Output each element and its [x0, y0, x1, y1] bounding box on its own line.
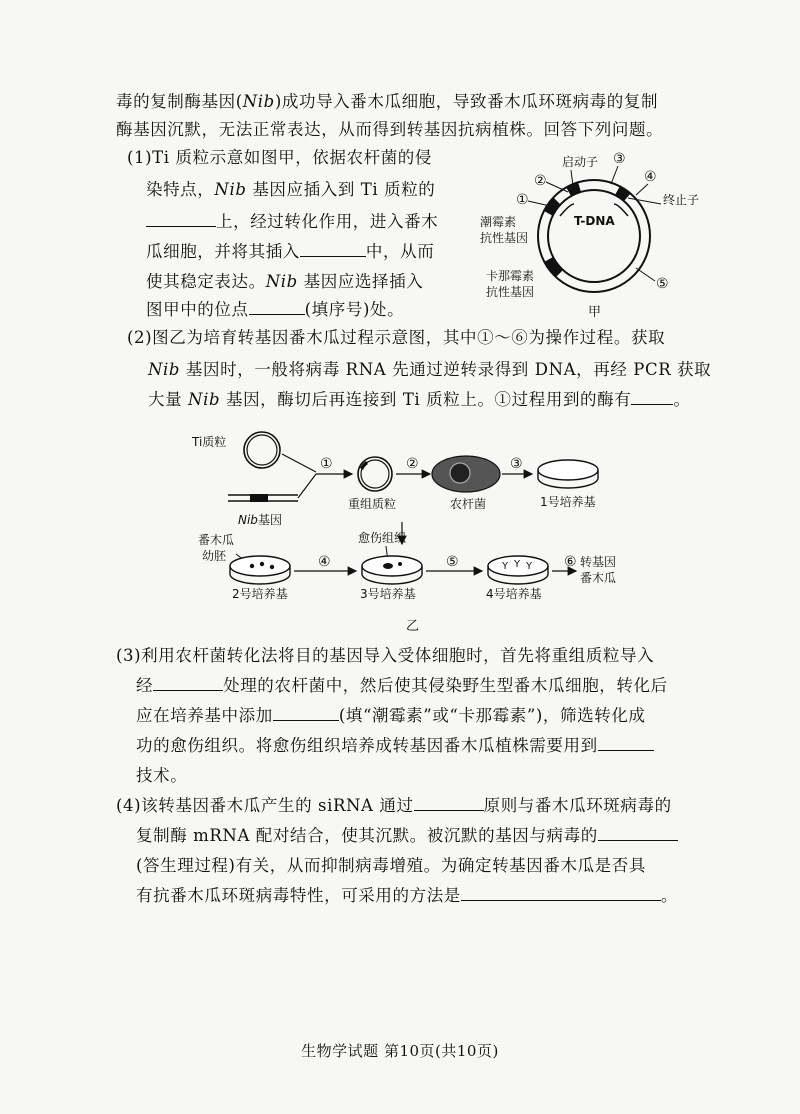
figure-yi-caption: 乙 [406, 619, 420, 634]
q1-line-4: 瓜细胞，并将其插入 中，从而 [146, 242, 435, 261]
figure-jia-caption: 甲 [588, 305, 602, 320]
q1-line-3: 上，经过转化作用，进入番木 [146, 212, 438, 232]
q3-line-2: 经 处理的农杆菌中，然后使其侵染野生型番木瓜细胞，转化后 [136, 676, 668, 695]
medium-1-label: 1号培养基 [540, 495, 596, 509]
q4-line-4: 有抗番木瓜环斑病毒特性，可采用的方法是 。 [136, 886, 679, 905]
q4-line-2: 复制酶 mRNA 配对结合，使其沉默。被沉默的基因与病毒的 [136, 826, 678, 846]
q1-line-5: 使其稳定表达。Nib 基因应选择插入 [146, 272, 424, 291]
answer-blank-5[interactable] [153, 676, 223, 691]
step-5-label: ⑤ [446, 554, 459, 570]
answer-blank-1[interactable] [146, 212, 216, 227]
q3-line-4: 功的愈伤组织。将愈伤组织培养成转基因番木瓜植株需要用到 [136, 736, 654, 756]
hygromycin-label-2: 抗性基因 [480, 231, 529, 245]
svg-text:Y: Y [514, 559, 521, 570]
ti-plasmid [244, 432, 280, 468]
medium-4-label: 4号培养基 [486, 587, 542, 601]
medium-2-dish [230, 556, 290, 576]
promoter-segment [566, 182, 581, 196]
site-3-label: ③ [613, 151, 626, 167]
nib-gene-label: Nib基因 [238, 513, 282, 527]
callus-label: 愈伤组织 [358, 531, 407, 545]
site-4-label: ④ [644, 169, 657, 185]
medium-2-label: 2号培养基 [232, 587, 288, 601]
papaya-label-2: 幼胚 [202, 549, 227, 563]
answer-blank-4[interactable] [631, 390, 673, 405]
figure-yi-process [180, 426, 640, 636]
terminator-segment [615, 186, 631, 201]
hygromycin-segment [544, 198, 561, 216]
figure-jia-ti-plasmid [468, 146, 728, 322]
q1-line-1: (1)Ti 质粒示意如图甲，依据农杆菌的侵 [127, 148, 432, 167]
page-footer: 生物学试题 第10页(共10页) [301, 1042, 499, 1060]
q4-line-3: (答生理过程)有关，从而抑制病毒增殖。为确定转基因番木瓜是否具 [136, 856, 646, 875]
q3-line-1: (3)利用农杆菌转化法将目的基因导入受体细胞时，首先将重组质粒导入 [116, 646, 655, 665]
q2-line-3: 大量 Nib 基因，酶切后再连接到 Ti 质粒上。①过程用到的酶有 。 [148, 390, 691, 409]
q3-line-5: 技术。 [136, 766, 188, 785]
hygromycin-label-1: 潮霉素 [480, 215, 517, 229]
svg-text:Y: Y [502, 561, 509, 572]
intro-line-2: 酶基因沉默，无法正常表达，从而得到转基因抗病植株。回答下列问题。 [116, 120, 664, 139]
q1-line-2: 染特点，Nib 基因应插入到 Ti 质粒的 [146, 180, 436, 199]
q2-line-1: (2)图乙为培育转基因番木瓜过程示意图，其中①～⑥为操作过程。获取 [127, 328, 666, 347]
answer-blank-3[interactable] [249, 300, 305, 315]
step-6-label: ⑥ [564, 554, 577, 570]
step-4-label: ④ [318, 554, 331, 570]
q3-line-3: 应在培养基中添加 (填“潮霉素”或“卡那霉素”)，筛选转化成 [136, 706, 646, 725]
step-1-label: ① [320, 456, 333, 472]
terminator-label: 终止子 [663, 193, 700, 207]
promoter-label: 启动子 [562, 155, 599, 169]
q1-line-6: 图甲中的位点 (填序号)处。 [146, 300, 405, 319]
agrobacterium-label: 农杆菌 [450, 497, 487, 511]
recombinant-plasmid [358, 457, 392, 491]
transgenic-label-2: 番木瓜 [580, 571, 617, 585]
answer-blank-10[interactable] [461, 886, 661, 901]
intro-line-1: 毒的复制酶基因(Nib)成功导入番木瓜细胞，导致番木瓜环斑病毒的复制 [116, 92, 659, 111]
recombinant-plasmid-label: 重组质粒 [348, 497, 397, 511]
ti-plasmid-label: Ti质粒 [192, 435, 227, 449]
nib-gene-segment [250, 494, 268, 502]
answer-blank-7[interactable] [598, 736, 654, 751]
answer-blank-2[interactable] [300, 242, 366, 257]
site-5-label: ⑤ [656, 276, 669, 292]
kanamycin-label-2: 抗性基因 [486, 285, 535, 299]
step-2-label: ② [406, 456, 419, 472]
answer-blank-9[interactable] [598, 826, 678, 841]
medium-1-dish [538, 460, 598, 480]
svg-text:Y: Y [526, 561, 533, 572]
papaya-label-1: 番木瓜 [198, 533, 235, 547]
transgenic-label-1: 转基因 [580, 555, 617, 569]
step-3-label: ③ [510, 456, 523, 472]
tdna-label: T-DNA [574, 214, 615, 228]
site-1-label: ① [516, 192, 529, 208]
q2-line-2: Nib 基因时，一般将病毒 RNA 先通过逆转录得到 DNA，再经 PCR 获取 [148, 360, 712, 379]
site-2-label: ② [534, 173, 547, 189]
answer-blank-6[interactable] [273, 706, 339, 721]
answer-blank-8[interactable] [414, 796, 484, 811]
q4-line-1: (4)该转基因番木瓜产生的 siRNA 通过 原则与番木瓜环斑病毒的 [116, 796, 672, 815]
medium-3-label: 3号培养基 [360, 587, 416, 601]
kanamycin-label-1: 卡那霉素 [486, 269, 535, 283]
